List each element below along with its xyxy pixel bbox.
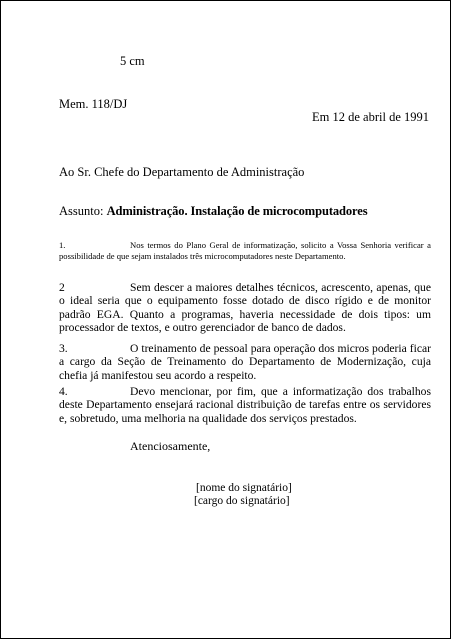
paragraph-4 (59, 385, 431, 425)
paragraph-number: 1. (59, 240, 66, 250)
paragraph-1 (59, 240, 431, 261)
paragraph-text: Sem descer a maiores detalhes técnicos, acrescento, apenas, que o ideal seria que o equipamento fosse dotado de disco rígido e de monitor padrão EGA. Quanto a programas, haveria necessidade de dois tipos: um processador de textos, e outro gerenciador de banco de dados. (59, 281, 431, 335)
memo-reference: Mem. 118/DJ (59, 97, 128, 111)
paragraph-text: Nos termos do Plano Geral de informatização, solicito a Vossa Senhoria verificar a possibilidade de que sejam instalados três microcomputadores neste Departamento. (59, 240, 431, 261)
paragraph-number: 4. (59, 385, 68, 398)
recipient-line: Ao Sr. Chefe do Departamento de Administração (59, 165, 305, 179)
signatory-role: [cargo do signatário] (194, 495, 290, 507)
margin-label: 5 cm (120, 54, 145, 68)
paragraph-number: 3. (59, 342, 68, 355)
subject-line (59, 204, 367, 219)
subject-label: Assunto: (59, 204, 104, 218)
paragraph-2 (59, 281, 431, 335)
paragraph-text: O treinamento de pessoal para operação dos micros poderia ficar a cargo da Seção de Treinamento do Departamento de Modernização, cuja chefia já manifestou seu acordo a respeito. (59, 342, 431, 382)
closing-line: Atenciosamente, (130, 439, 211, 453)
paragraph-3 (59, 342, 431, 382)
subject-text: Administração. Instalação de microcomputadores (106, 204, 368, 218)
signatory-name: [nome do signatário] (196, 482, 292, 494)
paragraph-text: Devo mencionar, por fim, que a informatização dos trabalhos deste Departamento ensejará racional distribuição de tarefas entre os servidores e, sobretudo, uma melhoria na qualidade dos serviços prestados. (59, 385, 431, 425)
letter-date: Em 12 de abril de 1991 (312, 110, 429, 124)
paragraph-number: 2 (59, 281, 65, 294)
